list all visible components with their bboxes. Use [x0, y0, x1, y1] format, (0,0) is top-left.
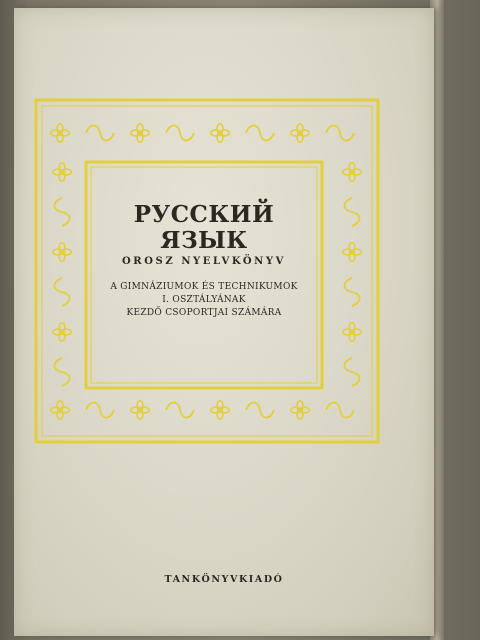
scroll-ornament-icon	[86, 126, 114, 141]
flower-ornament-icon	[291, 124, 309, 142]
scroll-ornament-icon	[166, 126, 194, 141]
scroll-ornament-icon	[345, 278, 360, 306]
title-panel	[90, 168, 318, 384]
scroll-ornament-icon	[55, 278, 70, 306]
scroll-ornament-icon	[326, 403, 354, 418]
scroll-ornament-icon	[345, 198, 360, 226]
flower-ornament-icon	[51, 124, 69, 142]
scroll-ornament-icon	[86, 403, 114, 418]
scroll-ornament-icon	[55, 198, 70, 226]
flower-ornament-icon	[343, 163, 361, 181]
description-line: KEZDŐ CSOPORTJAI SZÁMÁRA	[126, 308, 282, 318]
description-line: I. OSZTÁLYÁNAK	[162, 295, 246, 305]
flower-ornament-icon	[131, 124, 149, 142]
scroll-ornament-icon	[246, 403, 274, 418]
scroll-ornament-icon	[55, 358, 70, 386]
scroll-ornament-icon	[246, 126, 274, 141]
book-subtitle: OROSZ NYELVKÖNYV	[121, 256, 286, 267]
flower-ornament-icon	[51, 401, 69, 419]
flower-ornament-icon	[291, 401, 309, 419]
description-line: A GIMNÁZIUMOK ÉS TECHNIKUMOK	[110, 282, 298, 292]
flower-ornament-icon	[343, 243, 361, 261]
scroll-ornament-icon	[166, 403, 194, 418]
scroll-ornament-icon	[345, 358, 360, 386]
flower-ornament-icon	[53, 323, 71, 341]
book-title: РУССКИЙ ЯЗЫК	[133, 201, 275, 254]
flower-ornament-icon	[131, 401, 149, 419]
flower-ornament-icon	[211, 124, 229, 142]
flower-ornament-icon	[211, 401, 229, 419]
flower-ornament-icon	[53, 163, 71, 181]
flower-ornament-icon	[343, 323, 361, 341]
scroll-ornament-icon	[326, 126, 354, 141]
flower-ornament-icon	[53, 243, 71, 261]
book-description	[90, 281, 318, 320]
publisher-name: TANKÖNYVKIADÓ	[164, 574, 284, 585]
